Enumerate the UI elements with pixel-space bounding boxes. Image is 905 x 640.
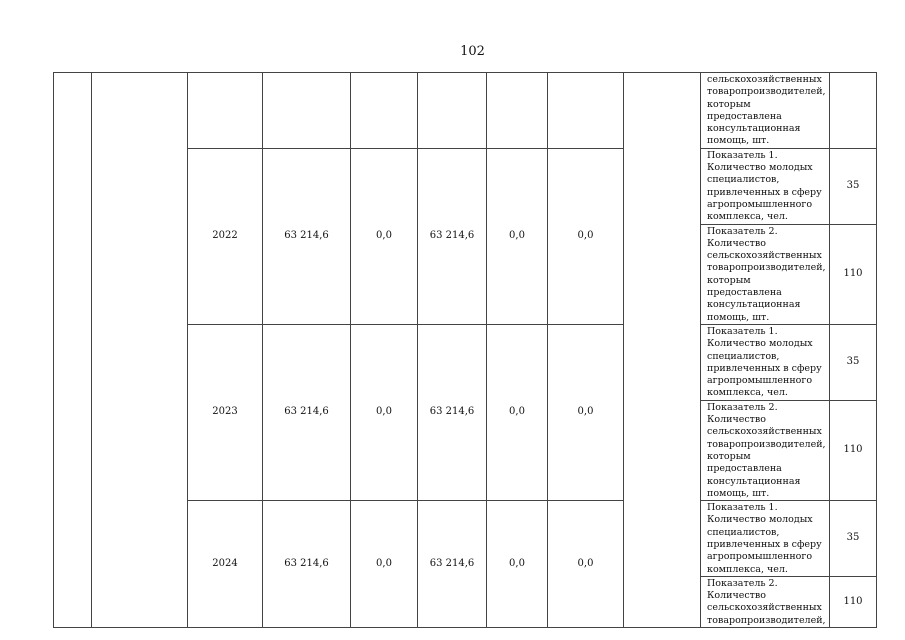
empty-cell-number xyxy=(54,73,92,628)
indicator-value: 35 xyxy=(830,148,877,224)
empty-cell xyxy=(487,73,548,149)
value-cell: 0,0 xyxy=(548,501,624,628)
indicator-continuation: сельскохозяйственных товаропроизводителей, которым предоставлена консультационная помощь, шт. xyxy=(701,73,830,149)
indicator-value: 110 xyxy=(830,224,877,324)
value-cell: 0,0 xyxy=(548,324,624,500)
empty-cell xyxy=(548,73,624,149)
value-cell: 0,0 xyxy=(351,324,418,500)
empty-cell xyxy=(830,73,877,149)
indicator-text: Показатель 2. Количество сельскохозяйственных товаропроизводителей, которым предоставлена консультационная помощь, шт. xyxy=(701,224,830,324)
indicator-text: Показатель 1. Количество молодых специалистов, привлеченных в сферу агропромышленного комплекса, чел. xyxy=(701,324,830,400)
empty-cell xyxy=(351,73,418,149)
value-cell: 63 214,6 xyxy=(418,324,487,500)
year-cell: 2022 xyxy=(188,148,263,324)
empty-cell-executor xyxy=(624,73,701,628)
total-cell: 63 214,6 xyxy=(263,501,351,628)
indicator-text: Показатель 1. Количество молодых специалистов, привлеченных в сферу агропромышленного комплекса, чел. xyxy=(701,501,830,577)
indicator-value: 110 xyxy=(830,400,877,500)
value-cell: 0,0 xyxy=(351,501,418,628)
empty-cell xyxy=(418,73,487,149)
page-number: 102 xyxy=(460,44,485,59)
value-cell: 0,0 xyxy=(487,148,548,324)
year-cell: 2024 xyxy=(188,501,263,628)
value-cell: 0,0 xyxy=(487,501,548,628)
value-cell: 0,0 xyxy=(487,324,548,500)
year-cell: 2023 xyxy=(188,324,263,500)
indicator-text: Показатель 1. Количество молодых специалистов, привлеченных в сферу агропромышленного комплекса, чел. xyxy=(701,148,830,224)
empty-cell xyxy=(188,73,263,149)
value-cell: 0,0 xyxy=(351,148,418,324)
indicator-text: Показатель 2. Количество сельскохозяйственных товаропроизводителей, xyxy=(701,576,830,627)
empty-cell xyxy=(263,73,351,149)
indicator-value: 35 xyxy=(830,324,877,400)
value-cell: 63 214,6 xyxy=(418,501,487,628)
total-cell: 63 214,6 xyxy=(263,324,351,500)
total-cell: 63 214,6 xyxy=(263,148,351,324)
program-table xyxy=(53,72,877,628)
indicator-text: Показатель 2. Количество сельскохозяйственных товаропроизводителей, которым предоставлена консультационная помощь, шт. xyxy=(701,400,830,500)
empty-cell-name xyxy=(92,73,188,628)
indicator-value: 35 xyxy=(830,501,877,577)
value-cell: 0,0 xyxy=(548,148,624,324)
indicator-value: 110 xyxy=(830,576,877,627)
value-cell: 63 214,6 xyxy=(418,148,487,324)
table-row xyxy=(54,73,877,149)
